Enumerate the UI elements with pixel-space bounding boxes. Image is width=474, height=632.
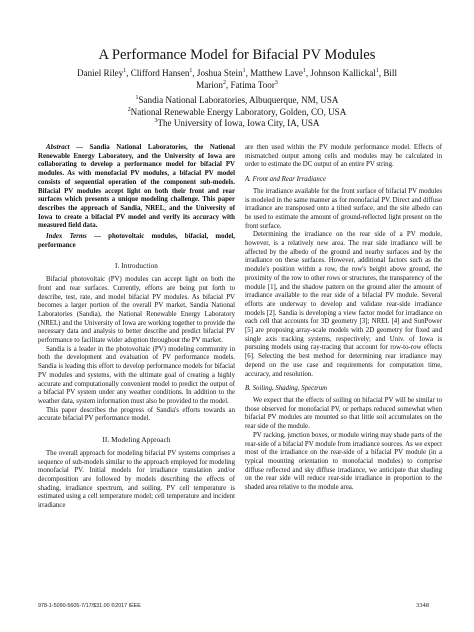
- affiliation-line: [0, 95, 474, 107]
- author-separator: ,: [305, 68, 311, 78]
- author-name-text: Fatima Toor: [230, 80, 275, 90]
- author-separator: ,: [378, 68, 384, 78]
- index-terms-dash: —: [86, 233, 109, 241]
- author-name-text: Bill Marion: [196, 68, 397, 90]
- abstract-text: Sandia National Laboratories, the National Renewable Energy Laboratory, and the University of Iowa are collaborating to develop a performance model for bifacial PV modules. As with monofacial PV modules, a bifacial PV model consists of sequential operation of the component sub-models. Bifacial PV modules accept light on both their front and rear surfaces which presents a unique modeling challenge. This paper describes the approach of Sandia, NREL, and the University of Iowa to create a bifacial PV model and verify its accuracy with measured field data.: [38, 144, 235, 230]
- author-name: [250, 68, 310, 78]
- author-name: [310, 68, 383, 78]
- author-affiliation-marker: 1: [242, 67, 246, 74]
- affiliation-list: [0, 95, 474, 130]
- continued-paragraph: are then used within the PV module performance model. Effects of mismatched output among cells and modules may be calculated in order to estimate the DC output of an entire PV string.: [245, 144, 442, 169]
- author-separator: ,: [126, 68, 131, 78]
- affiliation-text: The University of Iowa, Iowa City, IA, USA: [157, 118, 320, 128]
- left-column: [38, 144, 235, 511]
- section-heading-introduction: I. Introduction: [114, 262, 159, 271]
- index-terms-label: Index Terms: [46, 233, 87, 241]
- author-name-text: Joshua Stein: [196, 68, 243, 78]
- author-affiliation-marker: 1: [123, 67, 127, 74]
- author-name: [230, 80, 277, 90]
- author-affiliation-marker: 2: [222, 79, 226, 86]
- soiling-paragraph: PV racking, junction boxes, or module wiring may shade parts of the rear-side of a bifacial PV module from irradiance sources. As we expect most of the irradiance on the rear-side of a bifacial PV module (in a typical mounting orientation to monofacial modules) to comprise diffuse reflected and sky diffuse irradiance, we anticipate that shading on the rear side will reduce rear-side irradiance in proportion to the shaded area relative to the module area.: [245, 431, 442, 492]
- index-terms-text: photovoltaic modules, bifacial, model, performance: [38, 233, 235, 249]
- affiliation-text: National Renewable Energy Laboratory, Golden, CO, USA: [130, 106, 347, 117]
- author-name: [77, 68, 131, 78]
- author-affiliation-marker: 1: [189, 67, 193, 74]
- section-heading-modeling-approach: II. Modeling Approach: [102, 436, 171, 445]
- right-column: [245, 144, 442, 493]
- author-affiliation-marker: 3: [274, 79, 278, 86]
- abstract: [38, 144, 235, 231]
- modeling-paragraph: The overall approach for modeling bifacial PV systems comprises a sequence of sub-models similar to the approach employed for modeling monofacial PV. Initial models for irradiance translation and/or decomposition are followed by models describing the effects of shading, irradiance spectrum, and soiling. PV cell temperature is estimated using a cell temperature model; cell temperature and incident irradiance: [38, 449, 235, 510]
- author-name: [197, 68, 250, 78]
- affiliation-line: [0, 107, 474, 119]
- footer-copyright: 978-1-5090-5605-7/17/$31.00 ©2017 IEEE: [38, 603, 141, 609]
- irradiance-paragraph: Determining the irradiance on the rear side of a PV module, however, is a relatively new area. The rear side irradiance will be affected by the albedo of the ground and nearby surfaces and by the irradiance on these surfaces. However, additional factors such as the module's position within a row, the row's height above ground, the proximity of the row to other rows or structures, the transparency of the module [1], and the shadow pattern on the ground alter the amount of irradiance available to the rear side of a bifacial PV module. Several efforts are underway to develop and validate rear-side irradiance models [2]. Sandia is developing a view factor model for irradiance on each cell that accounts for 3D geometry [3]; NREL [4] and SunPower [5] are proposing array-scale models with 2D geometry for fixed and single axis tracking systems, respectively; and Univ. of Iowa is pursuing models using ray-tracing that account for row-to-row effects [6]. Selecting the best method for determining rear irradiance may depend on the use case and requirements for computation time, accuracy, and resolution.: [245, 231, 442, 378]
- author-separator: ,: [245, 68, 251, 78]
- author-affiliation-marker: 1: [375, 67, 379, 74]
- paper-title: A Performance Model for Bifacial PV Modules: [98, 47, 376, 63]
- author-affiliation-marker: 1: [302, 67, 306, 74]
- author-separator: ,: [192, 68, 197, 78]
- author-name: [131, 68, 197, 78]
- affiliation-marker: 1: [135, 94, 139, 101]
- affiliation-marker: 2: [127, 106, 131, 113]
- intro-paragraph: Sandia is a leader in the photovoltaic (PV) modeling community in both the development and evaluation of PV performance models. Sandia is leading this effort to develop performance models for bifacial PV modules and systems, with the ultimate goal of creating a highly accurate and computationally convenient model to predict the output of a bifacial PV system under any weather conditions. In addition to the weather data, system information must also be provided to the model.: [38, 345, 235, 405]
- subsection-heading-front-rear-irradiance: A. Front and Rear Irradiance: [245, 176, 326, 184]
- author-name-text: Matthew Lave: [250, 68, 303, 78]
- abstract-dash: —: [69, 144, 90, 151]
- index-terms: [38, 233, 235, 250]
- intro-paragraph: This paper describes the progress of Sandia's efforts towards an accurate bifacial PV performance model.: [38, 406, 235, 423]
- author-separator: ,: [225, 80, 231, 90]
- affiliation-line: [0, 118, 474, 130]
- subsection-heading-soiling-shading-spectrum: B. Soiling, Shading, Spectrum: [245, 385, 328, 393]
- affiliation-text: Sandia National Laboratories, Albuquerque, NM, USA: [138, 95, 339, 105]
- abstract-label: Abstract: [46, 144, 70, 151]
- author-name-text: Daniel Riley: [77, 68, 124, 78]
- irradiance-paragraph: The irradiance available for the front surface of bifacial PV modules is modeled in the same manner as for monofacial PV. Direct and diffuse irradiance are transposed onto a tilted surface, and the site albedo can be used to estimate the amount of ground-reflected light present on the front surface.: [245, 187, 442, 230]
- author-name-text: Clifford Hansen: [130, 68, 190, 78]
- author-name-text: Johnson Kallickal: [310, 68, 376, 78]
- page-number: 3348: [416, 602, 429, 609]
- author-list: [60, 67, 414, 91]
- soiling-paragraph: We expect that the effects of soiling on bifacial PV will be similar to those observed for monofacial PV, or perhaps reduced somewhat when bifacial PV modules are mounted so that little soil accumulates on the rear side of the module.: [245, 396, 442, 431]
- intro-paragraph: Bifacial photovoltaic (PV) modules can accept light on both the front and rear surfaces. Currently, efforts are being put forth to describe, test, rate, and model bifacial PV modules. As bifacial PV becomes a larger portion of the overall PV market, Sandia National Laboratories (Sandia), the National Renewable Energy Laboratory (NREL) and the University of Iowa are working together to provide the necessary data and analysis to better describe and predict bifacial PV performance to facilitate wider adoption throughout the PV market.: [38, 276, 235, 345]
- affiliation-marker: 3: [154, 117, 158, 124]
